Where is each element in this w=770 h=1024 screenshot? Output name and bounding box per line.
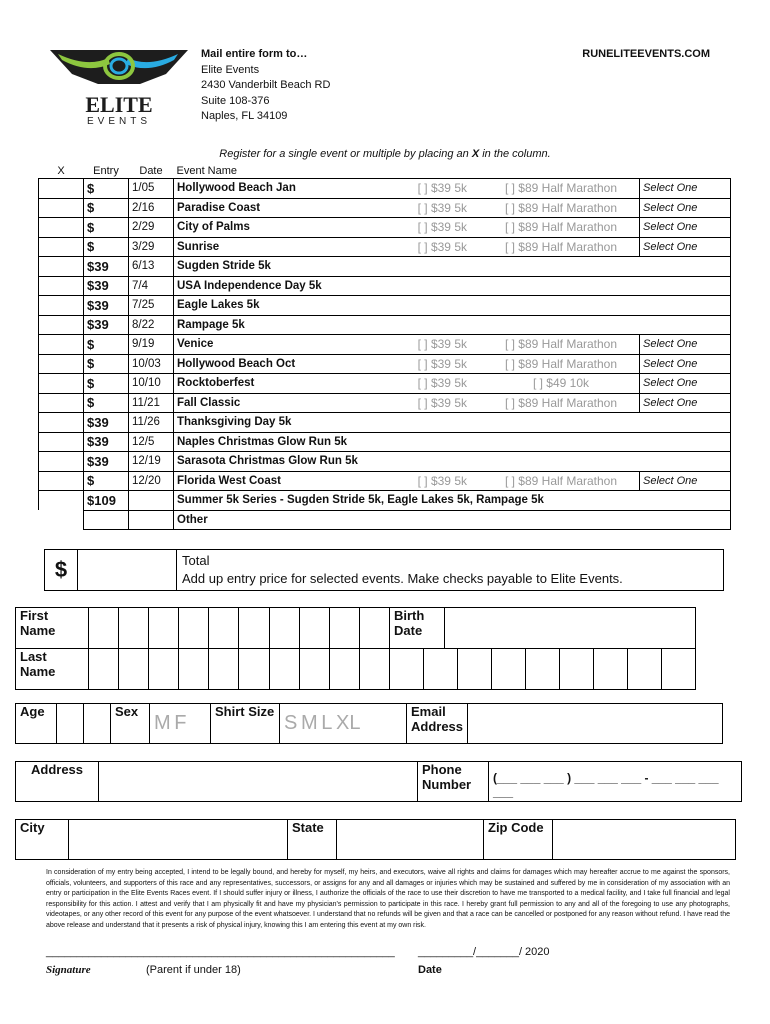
address-line: Naples, FL 34109	[201, 110, 288, 122]
email-field[interactable]	[468, 704, 723, 744]
letter-box[interactable]	[209, 608, 239, 648]
city-row	[15, 819, 736, 860]
date-label: Date	[418, 964, 442, 976]
size-xl[interactable]: XL	[336, 712, 361, 734]
event-date: 7/4	[129, 276, 174, 296]
event-name: Rampage 5k	[174, 315, 731, 335]
col-x: X	[57, 165, 65, 177]
event-date: 3/29	[129, 237, 174, 257]
event-option-5k[interactable]: [ ] $39 5k	[344, 393, 483, 413]
event-select-one: Select One	[640, 393, 731, 413]
letter-box[interactable]	[330, 608, 360, 648]
event-row	[39, 218, 731, 238]
event-entry-price: $	[84, 335, 129, 355]
col-entry: Entry	[93, 165, 119, 177]
letter-box[interactable]	[360, 608, 389, 648]
event-option-5k[interactable]: [ ] $39 5k	[344, 218, 483, 238]
letter-box[interactable]	[560, 649, 594, 689]
event-entry-price: $	[84, 471, 129, 491]
event-row	[39, 374, 731, 394]
event-entry-price: $39	[84, 432, 129, 452]
city-label: City	[16, 820, 69, 860]
instructions: Register for a single event or multiple by placing an X in the column.	[219, 148, 551, 160]
event-x-box[interactable]	[39, 471, 84, 491]
letter-box[interactable]	[239, 649, 269, 689]
age-field-2[interactable]	[84, 704, 111, 744]
event-date: 1/05	[129, 179, 174, 199]
event-row	[39, 315, 731, 335]
event-select-one: Select One	[640, 335, 731, 355]
event-x-box[interactable]	[39, 374, 84, 394]
letter-box[interactable]	[360, 649, 389, 689]
event-entry-price: $	[84, 374, 129, 394]
event-entry-price: $	[84, 237, 129, 257]
event-select-one: Select One	[640, 354, 731, 374]
event-entry-price: $39	[84, 413, 129, 433]
event-date: 12/20	[129, 471, 174, 491]
state-field[interactable]	[337, 820, 484, 860]
event-row	[39, 296, 731, 316]
event-name: Rocktoberfest	[174, 374, 345, 394]
event-name: USA Independence Day 5k	[174, 276, 731, 296]
event-option-5k[interactable]: [ ] $39 5k	[344, 354, 483, 374]
event-date	[129, 491, 174, 511]
event-date: 2/29	[129, 218, 174, 238]
letter-box[interactable]	[662, 649, 695, 689]
event-entry-price: $39	[84, 452, 129, 472]
letter-box[interactable]	[424, 649, 458, 689]
letter-box[interactable]	[628, 649, 662, 689]
liability-waiver: In consideration of my entry being accepted, I intend to be legally bound, and hereby for myself, my heirs, and executors, waive all rights and claims for damages which may hereafter accrue to me against the sponsors, officials, volunteers, and supporters of this race and any representatives, successors, or assigns for any and all damages or injuries which may be sustained and suffered by me in consideration of my association with an entry or participation in the Elite Events Races event. If I should suffer injury or illness, I authorize the officials of the race to use their discretion to have me transported to a medical facility, and I take full financial and legal responsibility for this action. I attest and verify that I am physically fit and have my physician's permission to participate in this race. I hereby grant full permission to any and all of the foregoing to use any photographs, videotapes, or any other record of this event for any purpose of the event whatsoever. I understand that no refunds will be given and that a race can be cancelled or postponed for any reason without refund. I have read the above release and understand that it presents a risk of physical injury, knowing this I am entering this event at my own risk.	[46, 869, 730, 929]
phone-field[interactable]: (___ ___ ___ ) ___ ___ ___ - ___ ___ ___ ___	[489, 762, 742, 802]
event-x-box[interactable]	[39, 296, 84, 316]
event-x-box[interactable]	[39, 491, 84, 511]
event-row	[39, 198, 731, 218]
letter-box[interactable]	[492, 649, 526, 689]
event-x-box[interactable]	[39, 315, 84, 335]
event-entry-price: $	[84, 198, 129, 218]
logo-text: ELITE	[85, 92, 153, 117]
email-label: Email Address	[407, 704, 468, 744]
website: RUNELITEEVENTS.COM	[582, 48, 710, 60]
sex-label: Sex	[111, 704, 150, 744]
elite-events-logo	[48, 44, 190, 128]
letter-box[interactable]	[390, 649, 424, 689]
event-option-2[interactable]: [ ] $89 Half Marathon	[483, 198, 640, 218]
letter-box[interactable]	[594, 649, 628, 689]
letter-box[interactable]	[179, 649, 209, 689]
event-option-5k[interactable]: [ ] $39 5k	[344, 179, 483, 199]
first-name-field[interactable]	[89, 608, 390, 649]
letter-box[interactable]	[149, 608, 179, 648]
total-label-cell	[177, 550, 724, 591]
letter-box[interactable]	[119, 649, 149, 689]
event-x-box[interactable]	[39, 354, 84, 374]
sex-options[interactable]	[150, 704, 211, 744]
sex-m[interactable]: M	[154, 712, 171, 734]
event-row	[39, 510, 731, 530]
event-name: Sunrise	[174, 237, 345, 257]
event-date: 10/03	[129, 354, 174, 374]
event-select-one: Select One	[640, 198, 731, 218]
event-x-box[interactable]	[39, 393, 84, 413]
letter-box[interactable]	[179, 608, 209, 648]
event-row	[39, 354, 731, 374]
event-x-box[interactable]	[39, 413, 84, 433]
zip-label: Zip Code	[484, 820, 553, 860]
letter-box[interactable]	[270, 649, 300, 689]
event-x-box[interactable]	[39, 198, 84, 218]
event-name: City of Palms	[174, 218, 345, 238]
event-x-box[interactable]	[39, 179, 84, 199]
event-option-2[interactable]: [ ] $89 Half Marathon	[483, 393, 640, 413]
signature-label: Signature	[46, 964, 91, 976]
birth-date-label: Birth Date	[390, 608, 445, 649]
letter-box[interactable]	[270, 608, 300, 648]
signature-line[interactable]: _________________________________________________________	[46, 946, 395, 958]
letter-box[interactable]	[300, 649, 330, 689]
mailing-address	[201, 47, 330, 125]
last-name-label: Last Name	[16, 649, 89, 690]
event-row	[39, 413, 731, 433]
total-amount-field[interactable]	[78, 550, 177, 591]
event-date: 10/10	[129, 374, 174, 394]
event-date: 9/19	[129, 335, 174, 355]
letter-box[interactable]	[526, 649, 560, 689]
size-l[interactable]: L	[321, 712, 333, 734]
address-line: 2430 Vanderbilt Beach RD	[201, 79, 331, 91]
event-entry-price: $	[84, 179, 129, 199]
event-row	[39, 432, 731, 452]
event-date: 6/13	[129, 257, 174, 277]
shirt-size-label: Shirt Size	[211, 704, 280, 744]
event-select-one: Select One	[640, 218, 731, 238]
event-date: 12/5	[129, 432, 174, 452]
event-date	[129, 510, 174, 530]
col-event: Event Name	[176, 165, 238, 177]
phone-label: Phone Number	[418, 762, 489, 802]
event-select-one: Select One	[640, 179, 731, 199]
date-line[interactable]: _________/_______/ 2020	[418, 946, 550, 958]
event-name: Other	[174, 510, 731, 530]
event-date: 11/26	[129, 413, 174, 433]
address-row	[15, 761, 742, 802]
event-row	[39, 452, 731, 472]
first-name-label: First Name	[16, 608, 89, 649]
col-date: Date	[139, 165, 163, 177]
event-row	[39, 393, 731, 413]
event-row	[39, 276, 731, 296]
address-line: Suite 108-376	[201, 94, 270, 107]
size-options[interactable]	[280, 704, 407, 744]
event-name: Eagle Lakes 5k	[174, 296, 731, 316]
event-name: Summer 5k Series - Sugden Stride 5k, Eagle Lakes 5k, Rampage 5k	[174, 491, 731, 511]
event-name: Sugden Stride 5k	[174, 257, 731, 277]
city-field[interactable]	[69, 820, 288, 860]
letter-box[interactable]	[239, 608, 269, 648]
event-entry-price: $	[84, 218, 129, 238]
letter-box[interactable]	[149, 649, 179, 689]
last-name-field[interactable]	[89, 649, 390, 690]
event-name: Florida West Coast	[174, 471, 345, 491]
event-date: 7/25	[129, 296, 174, 316]
event-x-box[interactable]	[39, 257, 84, 277]
event-option-2[interactable]: [ ] $89 Half Marathon	[483, 335, 640, 355]
event-select-one: Select One	[640, 471, 731, 491]
event-entry-price: $	[84, 354, 129, 374]
event-row	[39, 237, 731, 257]
birth-date-field[interactable]	[445, 608, 696, 649]
event-name: Fall Classic	[174, 393, 345, 413]
event-row	[39, 257, 731, 277]
event-date: 2/16	[129, 198, 174, 218]
address-field[interactable]	[99, 762, 418, 802]
event-x-box[interactable]	[39, 335, 84, 355]
event-option-5k[interactable]: [ ] $39 5k	[344, 471, 483, 491]
event-entry-price: $39	[84, 315, 129, 335]
events-table	[38, 164, 731, 530]
letter-box[interactable]	[330, 649, 360, 689]
event-x-box[interactable]	[39, 510, 84, 530]
zip-field[interactable]	[553, 820, 736, 860]
letter-box[interactable]	[89, 649, 119, 689]
event-name: Sarasota Christmas Glow Run 5k	[174, 452, 731, 472]
event-x-box[interactable]	[39, 218, 84, 238]
address-label: Address	[16, 762, 99, 802]
letter-box[interactable]	[119, 608, 149, 648]
letter-box[interactable]	[300, 608, 330, 648]
size-s[interactable]: S	[284, 712, 298, 734]
parent-note: (Parent if under 18)	[146, 964, 241, 976]
event-option-2[interactable]: [ ] $89 Half Marathon	[483, 237, 640, 257]
size-m[interactable]: M	[300, 712, 318, 734]
event-row	[39, 335, 731, 355]
event-option-5k[interactable]: [ ] $39 5k	[344, 237, 483, 257]
event-name: Venice	[174, 335, 345, 355]
letter-box[interactable]	[458, 649, 492, 689]
total-dollar: $	[45, 550, 78, 591]
age-field-1[interactable]	[57, 704, 84, 744]
event-option-5k[interactable]: [ ] $39 5k	[344, 335, 483, 355]
mail-title: Mail entire form to…	[201, 48, 308, 60]
event-option-5k[interactable]: [ ] $39 5k	[344, 198, 483, 218]
event-name: Paradise Coast	[174, 198, 345, 218]
event-x-box[interactable]	[39, 276, 84, 296]
event-x-box[interactable]	[39, 452, 84, 472]
event-option-2[interactable]: [ ] $89 Half Marathon	[483, 179, 640, 199]
event-option-2[interactable]: [ ] $89 Half Marathon	[483, 218, 640, 238]
event-name: Thanksgiving Day 5k	[174, 413, 731, 433]
event-row	[39, 179, 731, 199]
event-row	[39, 491, 731, 511]
event-entry-price: $	[84, 393, 129, 413]
sex-f[interactable]: F	[174, 712, 187, 734]
event-date: 11/21	[129, 393, 174, 413]
event-select-one: Select One	[640, 374, 731, 394]
event-x-box[interactable]	[39, 432, 84, 452]
address-line: Elite Events	[201, 63, 260, 76]
event-option-2[interactable]: [ ] $49 10k	[483, 374, 640, 394]
event-date: 12/19	[129, 452, 174, 472]
name-grid	[15, 607, 696, 690]
total-note: Add up entry price for selected events. Make checks payable to Elite Events.	[182, 571, 623, 586]
event-x-box[interactable]	[39, 237, 84, 257]
total-label: Total	[182, 553, 210, 568]
event-date: 8/22	[129, 315, 174, 335]
event-name: Naples Christmas Glow Run 5k	[174, 432, 731, 452]
age-label: Age	[16, 704, 57, 744]
letter-box[interactable]	[209, 649, 239, 689]
event-entry-price: $39	[84, 257, 129, 277]
state-label: State	[288, 820, 337, 860]
event-entry-price	[84, 510, 129, 530]
event-entry-price: $39	[84, 296, 129, 316]
total-section	[44, 549, 724, 591]
event-entry-price: $39	[84, 276, 129, 296]
event-name: Hollywood Beach Oct	[174, 354, 345, 374]
event-name: Hollywood Beach Jan	[174, 179, 345, 199]
event-entry-price: $109	[84, 491, 129, 511]
age-row	[15, 703, 723, 744]
last-name-field-cont[interactable]	[390, 649, 696, 690]
logo-subtext: EVENTS	[86, 116, 152, 127]
event-option-5k[interactable]: [ ] $39 5k	[344, 374, 483, 394]
event-row	[39, 471, 731, 491]
event-select-one: Select One	[640, 237, 731, 257]
letter-box[interactable]	[89, 608, 119, 648]
event-option-2[interactable]: [ ] $89 Half Marathon	[483, 354, 640, 374]
event-option-2[interactable]: [ ] $89 Half Marathon	[483, 471, 640, 491]
